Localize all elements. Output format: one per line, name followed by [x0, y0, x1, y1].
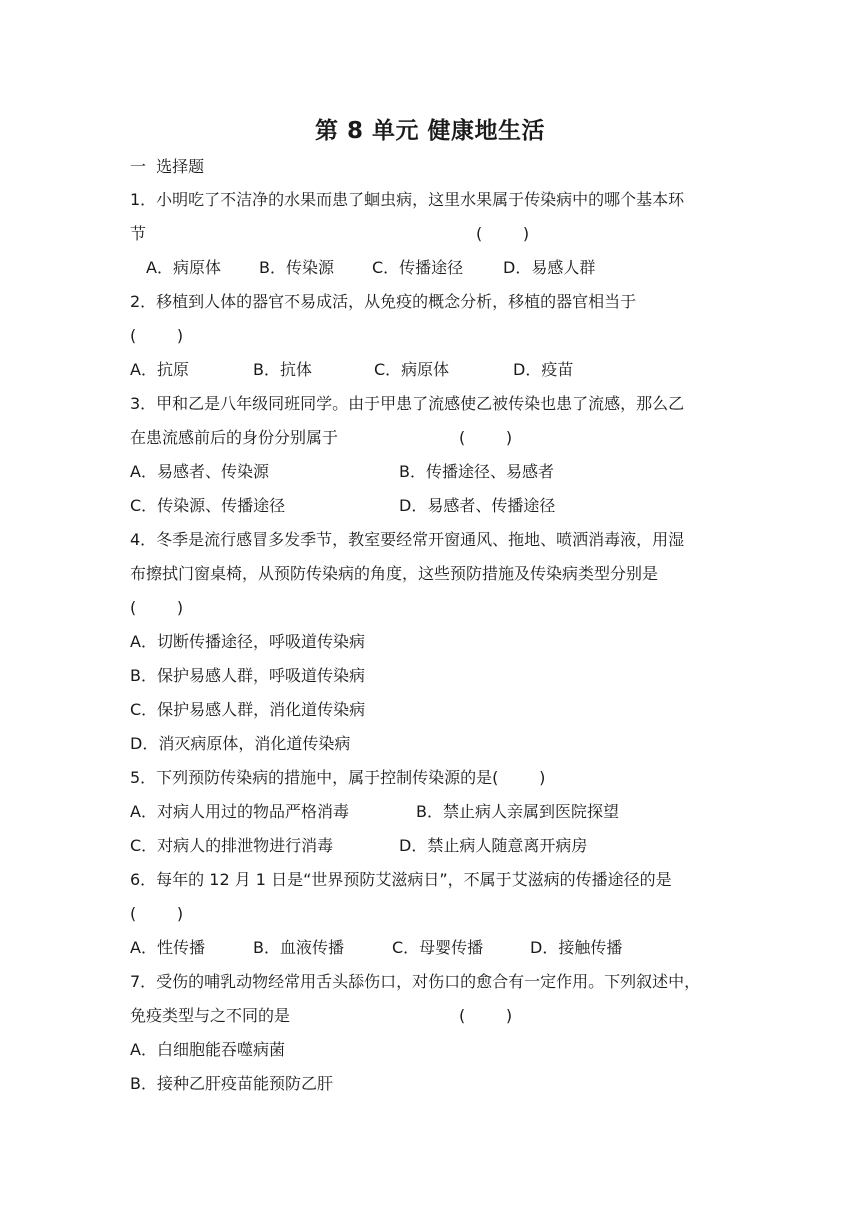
question-5-option-b: B．禁止病人亲属到医院探望	[416, 802, 619, 821]
section-heading: 一 选择题	[130, 157, 205, 176]
question-3-text: 3．甲和乙是八年级同班同学。由于甲患了流感使乙被传染也患了流感，那么乙	[130, 394, 685, 413]
question-3-option-c: C．传染源、传播途径	[130, 496, 286, 515]
question-6-text: 6．每年的 12 月 1 日是“世界预防艾滋病日”，不属于艾滋病的传播途径的是	[130, 870, 672, 889]
question-5-option-c: C．对病人的排泄物进行消毒	[130, 836, 334, 855]
question-6-option-b: B．血液传播	[253, 938, 344, 957]
question-1-text-cont: 节	[130, 224, 147, 243]
question-4-text: 4．冬季是流行感冒多发季节，教室要经常开窗通风、拖地、喷洒消毒液，用湿	[130, 530, 685, 549]
question-7-text-cont: 免疫类型与之不同的是	[130, 1006, 291, 1025]
question-7-answer-blank: ( )	[459, 1006, 513, 1025]
question-4-option-a: A．切断传播途径，呼吸道传染病	[130, 632, 365, 651]
question-1-option-a: A．病原体	[146, 258, 221, 277]
question-2-answer-blank: ( )	[130, 326, 184, 345]
question-1-option-b: B．传染源	[259, 258, 334, 277]
question-2-option-c: C．病原体	[374, 360, 450, 379]
question-5-text: 5．下列预防传染病的措施中，属于控制传染源的是( )	[130, 768, 546, 787]
page-title: 第 8 单元 健康地生活	[314, 118, 546, 144]
question-3-option-d: D．易感者、传播途径	[399, 496, 556, 515]
question-1-option-d: D．易感人群	[503, 258, 596, 277]
question-2-option-a: A．抗原	[130, 360, 189, 379]
question-1-option-c: C．传播途径	[372, 258, 464, 277]
question-4-option-c: C．保护易感人群，消化道传染病	[130, 700, 366, 719]
question-7-option-a: A．白细胞能吞噬病菌	[130, 1040, 285, 1059]
question-4-text-cont: 布擦拭门窗桌椅，从预防传染病的角度，这些预防措施及传染病类型分别是	[130, 564, 659, 583]
question-5-option-d: D．禁止病人随意离开病房	[399, 836, 588, 855]
question-4-answer-blank: ( )	[130, 598, 184, 617]
question-2-option-b: B．抗体	[253, 360, 312, 379]
question-6-answer-blank: ( )	[130, 904, 184, 923]
question-3-text-cont: 在患流感前后的身份分别属于	[130, 428, 339, 447]
question-7-text: 7．受伤的哺乳动物经常用舌头舔伤口，对伤口的愈合有一定作用。下列叙述中，	[130, 972, 701, 991]
question-2-text: 2．移植到人体的器官不易成活，从免疫的概念分析，移植的器官相当于	[130, 292, 637, 311]
question-4-option-b: B．保护易感人群，呼吸道传染病	[130, 666, 365, 685]
question-1-text: 1．小明吃了不洁净的水果而患了蛔虫病，这里水果属于传染病中的哪个基本环	[130, 190, 685, 209]
question-1-answer-blank: ( )	[476, 224, 530, 243]
question-3-option-b: B．传播途径、易感者	[399, 462, 554, 481]
question-2-option-d: D．疫苗	[513, 360, 574, 379]
question-6-option-a: A．性传播	[130, 938, 205, 957]
question-6-option-d: D．接触传播	[530, 938, 623, 957]
question-7-option-b: B．接种乙肝疫苗能预防乙肝	[130, 1074, 333, 1093]
question-3-answer-blank: ( )	[459, 428, 513, 447]
question-3-option-a: A．易感者、传染源	[130, 462, 269, 481]
question-4-option-d: D．消灭病原体，消化道传染病	[130, 734, 351, 753]
question-6-option-c: C．母婴传播	[392, 938, 484, 957]
question-5-option-a: A．对病人用过的物品严格消毒	[130, 802, 349, 821]
